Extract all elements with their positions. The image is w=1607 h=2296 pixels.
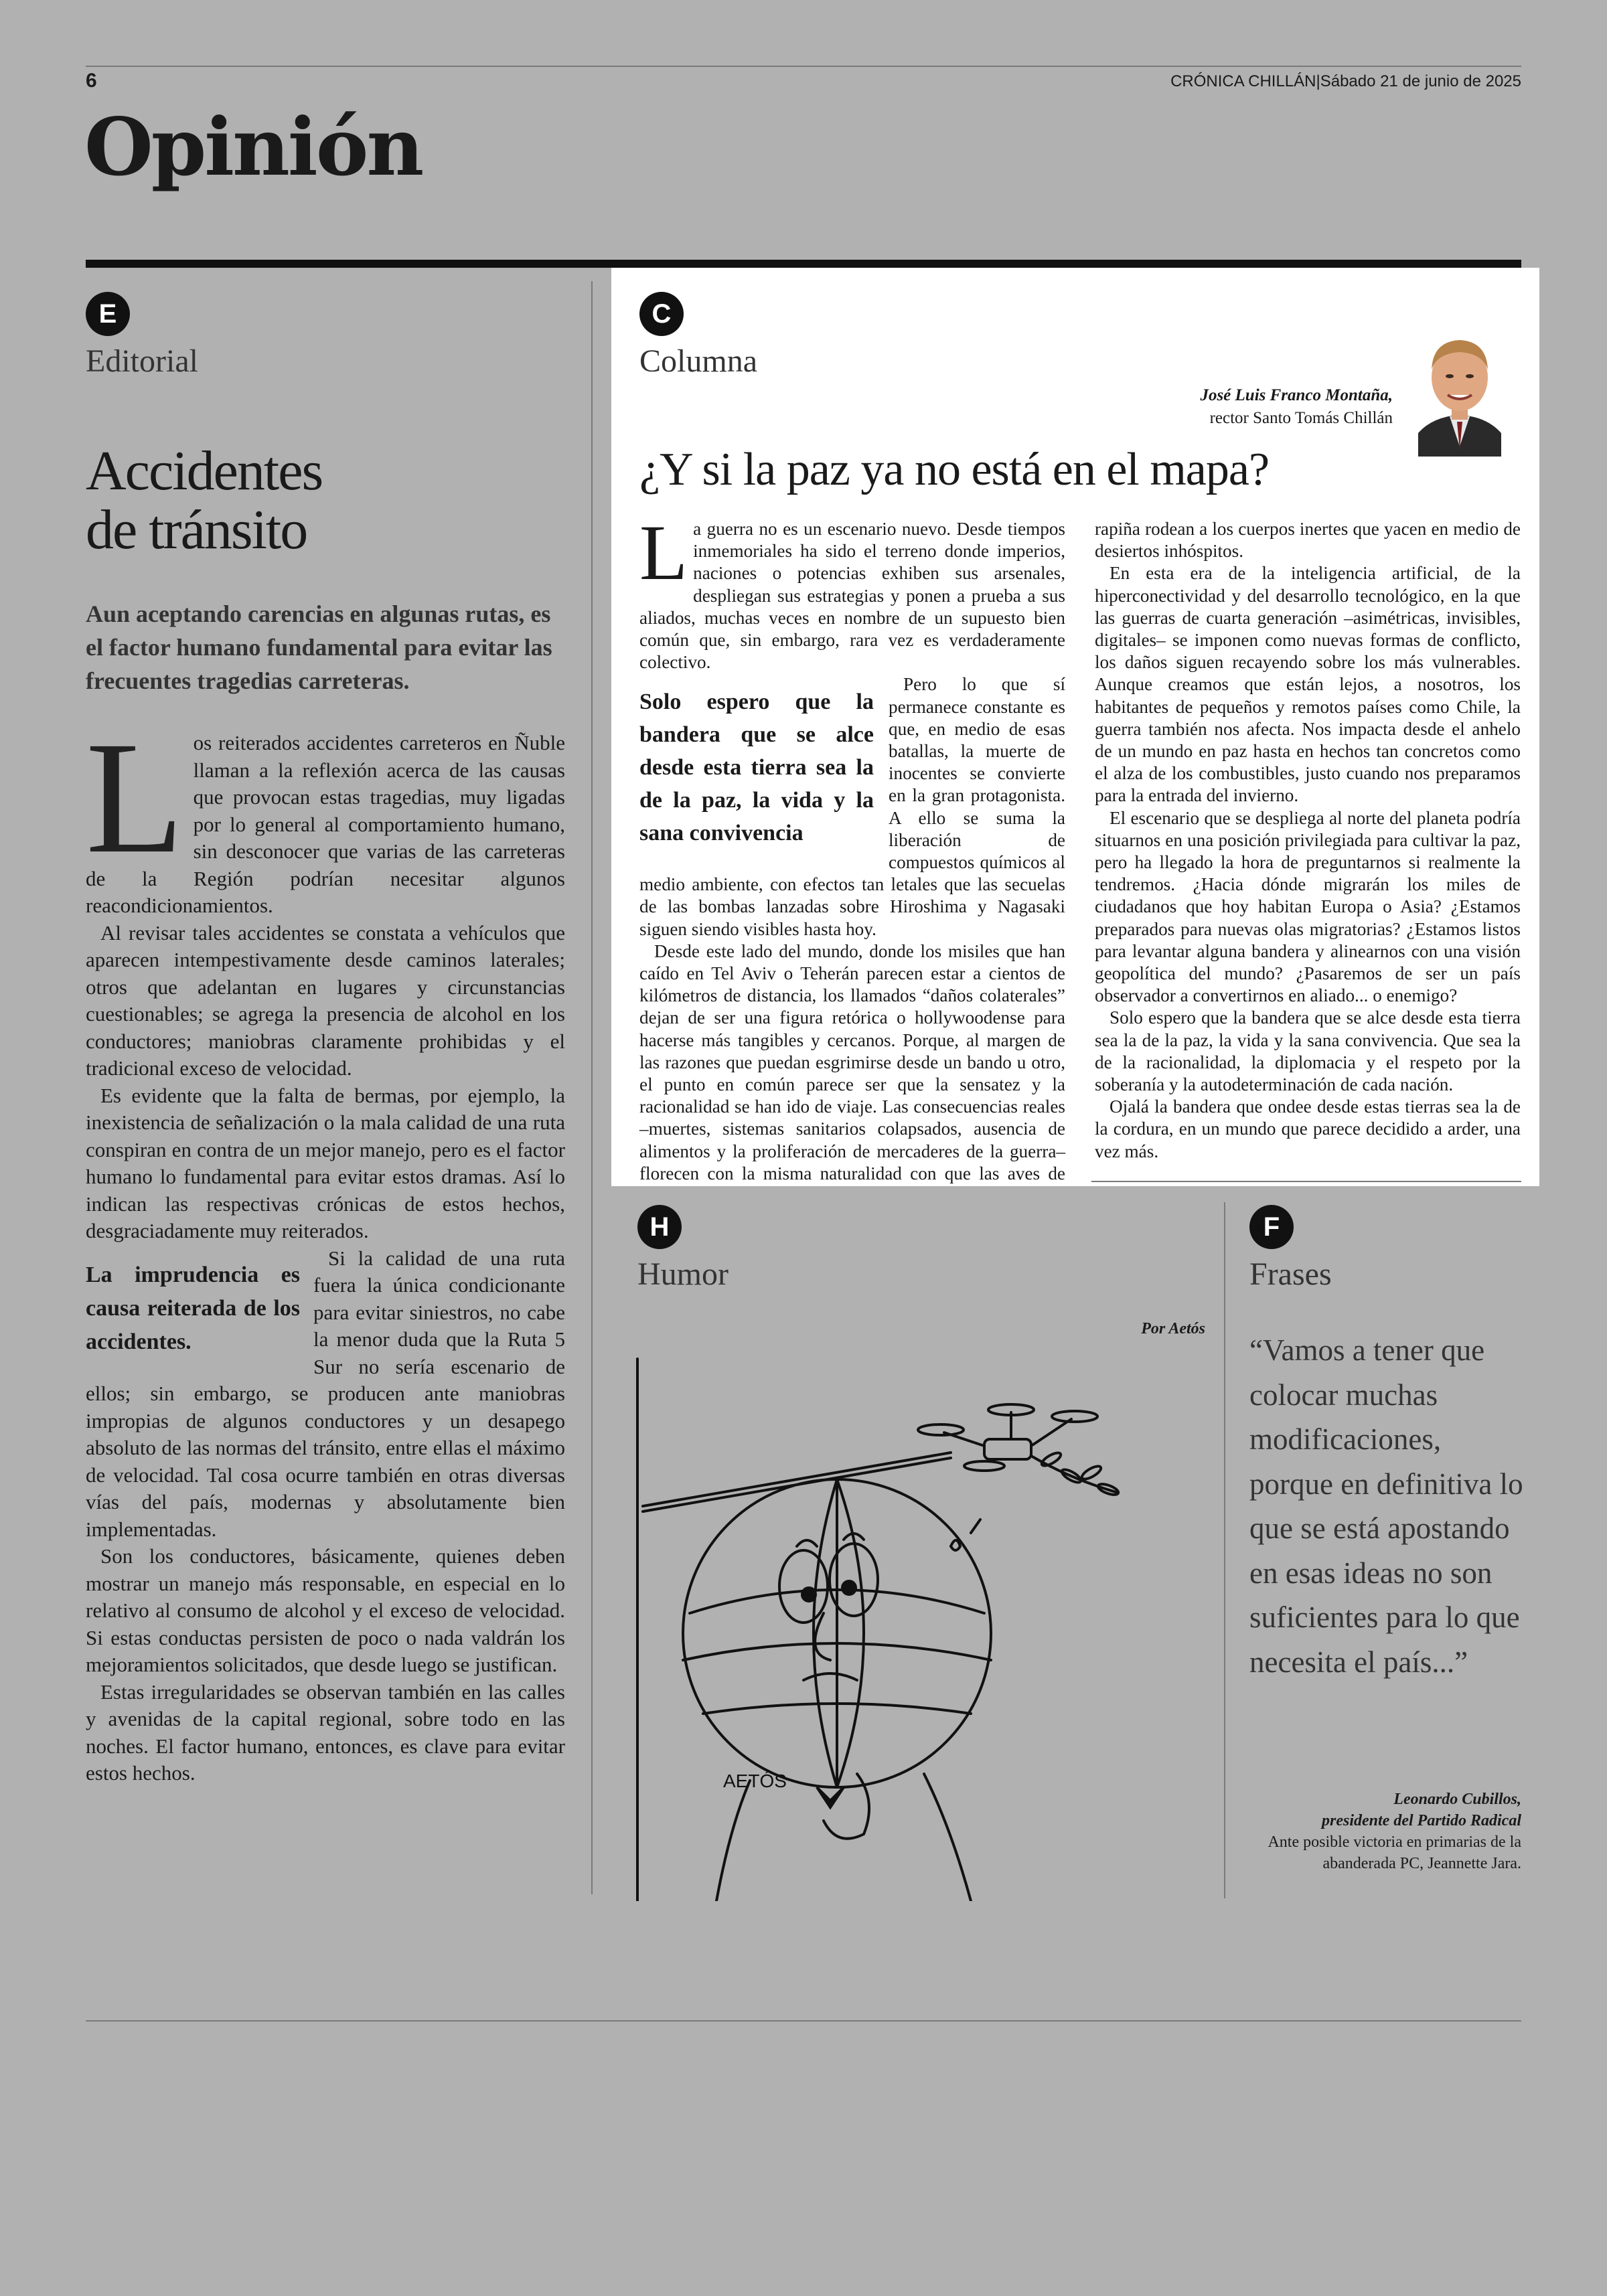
bottom-rule <box>86 2020 1521 2022</box>
cartoon-illustration <box>636 1345 1199 1901</box>
column-author <box>1165 384 1393 430</box>
editorial-headline-line1: Accidentes <box>86 440 323 502</box>
frases-label: Frases <box>1249 1256 1332 1292</box>
editorial-paragraph: os reiterados accidentes carreteros en Ñuble llaman a la reflexión acerca de las causas que provocan estas tragedias, muy ligadas por lo general al comportamiento humano, sin desconocer que varias de las carreteras de la Región podrían necesitar algunos reacondicionamientos. <box>86 731 565 917</box>
page-number: 6 <box>86 70 97 92</box>
editorial-dropcap: L <box>86 708 184 886</box>
column-headline: ¿Y si la paz ya no está en el mapa? <box>639 444 1270 495</box>
column-badge: C <box>639 292 684 336</box>
frases-quote: “Vamos a tener que colocar muchas modificaciones, porque en definitiva lo que se está apostando en esas ideas no son suficientes para lo que necesita el país...” <box>1249 1333 1523 1679</box>
column-end-rule <box>1091 1181 1521 1182</box>
section-title: Opinión <box>84 100 423 193</box>
column-paragraph: Desde este lado del mundo, donde los misiles que han caído en Tel Aviv o Teherán parecen estar a cientos de kilómetros de distancia, los llamados “daños colaterales” dejan de ser una figura retórica o hollywoodense para hacerse más tangibles y cercanos. Porque, al margen de las razones que puedan esgrimirse desde un bando u otro, el punto en común parece ser que la sensatez y la racionalidad se han ido de viaje. Las consecuencias reales –muertes, sistemas sanitarios colapsados, ausencia de alimentos y la proliferación de mercaderes de la guerra– florecen con la misma naturalidad con que las aves de rapiña rodean a los cuerpos inertes que yacen en medio de desiertos inhóspitos. <box>639 519 1521 1183</box>
column-label: Columna <box>639 343 757 379</box>
editorial-label: Editorial <box>86 343 198 379</box>
editorial-paragraph: Es evidente que la falta de bermas, por ejemplo, la inexistencia de señalización o la mala calidad de una ruta conspiran en contra de un mejor manejo, pero es el factor humano lo fundamental para evitar estos dramas. Así lo indican las respectivas crónicas de estos hechos, desgraciadamente muy reiterados. <box>86 1083 565 1242</box>
column-paragraph: En esta era de la inteligencia artificial, de la hiperconectividad y del desarrollo tecnológico, en la que las guerras de cuarta generación –asimétricas, invisibles, digitales– se imponen como nuevas formas de conflicto, los daños siguen recayendo sobre los más vulnerables. Aunque creamos que están lejos, a nosotros, los habitantes de pequeños y remotos países como Chile, la guerra también nos afecta. Nos impacta desde el anhelo de un mundo en paz hasta en hechos tan concretos como el alza de los combustibles, justo cuando nos preparamos para la entrada del invierno. <box>1095 563 1521 806</box>
editorial-badge: E <box>86 292 130 336</box>
top-rule <box>86 66 1521 67</box>
speaker-role: presidente del Partido Radical <box>1322 1812 1521 1829</box>
editorial-paragraph: Son los conductores, básicamente, quienes deben mostrar un manejo más responsable, en especial en lo relativo al consumo de alcohol y el exceso de velocidad. Si estas conductas persisten de poco o nada valdrán los mejoramientos solicitados, que desde luego se justifican. <box>86 1544 565 1676</box>
editorial-pullquote: La imprudencia es causa reiterada de los accidentes. <box>86 1262 300 1354</box>
humor-byline: Por Aetós <box>1141 1320 1205 1337</box>
frases-badge: F <box>1249 1205 1294 1249</box>
column-pullquote: Solo espero que la bandera que se alce desde esta tierra sea la de la paz, la vida y la sana convivencia <box>639 689 874 846</box>
section-bar <box>86 260 1521 268</box>
author-role: rector Santo Tomás Chillán <box>1209 409 1393 427</box>
editorial-paragraph: Estas irregularidades se observan también en las calles y avenidas de la capital regional, sobre todo en las noches. El factor humano, entonces, es clave para evitar estos hechos. <box>86 1679 565 1785</box>
humor-label: Humor <box>637 1256 729 1292</box>
author-photo <box>1413 316 1507 457</box>
column-divider <box>591 281 593 1894</box>
column-paragraph: Ojalá la bandera que ondee desde estas tierras sea la de la cordura, en un mundo que parece decidido a arder, una vez más. <box>1095 1096 1521 1161</box>
editorial-paragraph: Si la calidad de una ruta fuera la única condicionante para evitar siniestros, no cabe la menor duda que la Ruta 5 Sur no sería escenario de ellos; sin embargo, se producen ante maniobras impropias de algunos conductores y un desapego absoluto de las normas del tránsito, entre ellas el máximo de velocidad. Tal cosa ocurre también en otras diversas vías del país, modernas y absolutamente bien implementadas. <box>86 1246 565 1541</box>
speaker-name: Leonardo Cubillos, <box>1393 1791 1521 1808</box>
editorial-paragraph: Al revisar tales accidentes se constata a vehículos que aparecen intempestivamente desde caminos laterales; otros que adelantan en lugares y circunstancias cuestionables; se agrega la presencia de alcohol en los conductores; maniobras claramente prohibidas y el tradicional exceso de velocidad. <box>86 920 565 1080</box>
editorial-headline <box>86 442 568 560</box>
editorial-body <box>86 708 565 1787</box>
dateline: CRÓNICA CHILLÁN|Sábado 21 de junio de 2025 <box>1170 72 1521 90</box>
editorial-headline-line2: de tránsito <box>86 499 307 561</box>
column-body <box>639 509 1521 1185</box>
publication-name: CRÓNICA CHILLÁN <box>1170 72 1316 90</box>
publication-date: Sábado 21 de junio de 2025 <box>1320 72 1521 90</box>
column-paragraph: El escenario que se despliega al norte del planeta podría situarnos en una posición privilegiada para cultivar la paz, pero ha llegado la hora de preguntarnos si realmente la tendremos. ¿Hacia dónde migrarán los miles de ciudadanos que hoy habitan Europa o Asia? ¿Estamos preparados para nuevas olas migratorias? ¿Estamos listos para levantar alguna bandera y alinearnos con una visión geopolítica del mundo? ¿Pasaremos de ser un país observador a convertirnos en aliado... o enemigo? <box>1095 807 1521 1006</box>
quote-context: Ante posible victoria en primarias de la abanderada PC, Jeannette Jara. <box>1268 1833 1521 1872</box>
column-paragraph: Pero lo que sí permanece constante es que, en medio de esas batallas, la muerte de inocentes se convierte en la gran protagonista. A ello se suma la liberación de compuestos químicos al medio ambiente, con efectos tan letales que las secuelas de las bombas lanzadas sobre Hiroshima y Nagasaki siguen siendo visibles hasta hoy. <box>639 674 1065 939</box>
frases-attribution <box>1205 1789 1521 1874</box>
cartoon-signature: AETÓS <box>723 1771 787 1791</box>
humor-badge: H <box>637 1205 682 1249</box>
editorial-dek: Aun aceptando carencias en algunas rutas, es el factor humano fundamental para evitar las frecuentes tragedias carreteras. <box>86 600 552 694</box>
column-dropcap: L <box>639 509 688 596</box>
column-paragraph: Solo espero que la bandera que se alce desde esta tierra sea la de la paz, la vida y la sana convivencia. Que sea la de la racionalidad, la diplomacia y el respeto por la soberanía y la autodeterminación de cada nación. <box>1095 1007 1521 1095</box>
author-name: José Luis Franco Montaña, <box>1200 386 1393 404</box>
column-paragraph: a guerra no es un escenario nuevo. Desde tiempos inmemoriales ha sido el terreno donde imperios, naciones o potencias exhiben sus arsenales, despliegan sus estrategias y ponen a prueba a sus aliados, muchas veces en nombre de un supuesto bien común que, sin embargo, rara vez es verdaderamente colectivo. <box>639 519 1065 673</box>
